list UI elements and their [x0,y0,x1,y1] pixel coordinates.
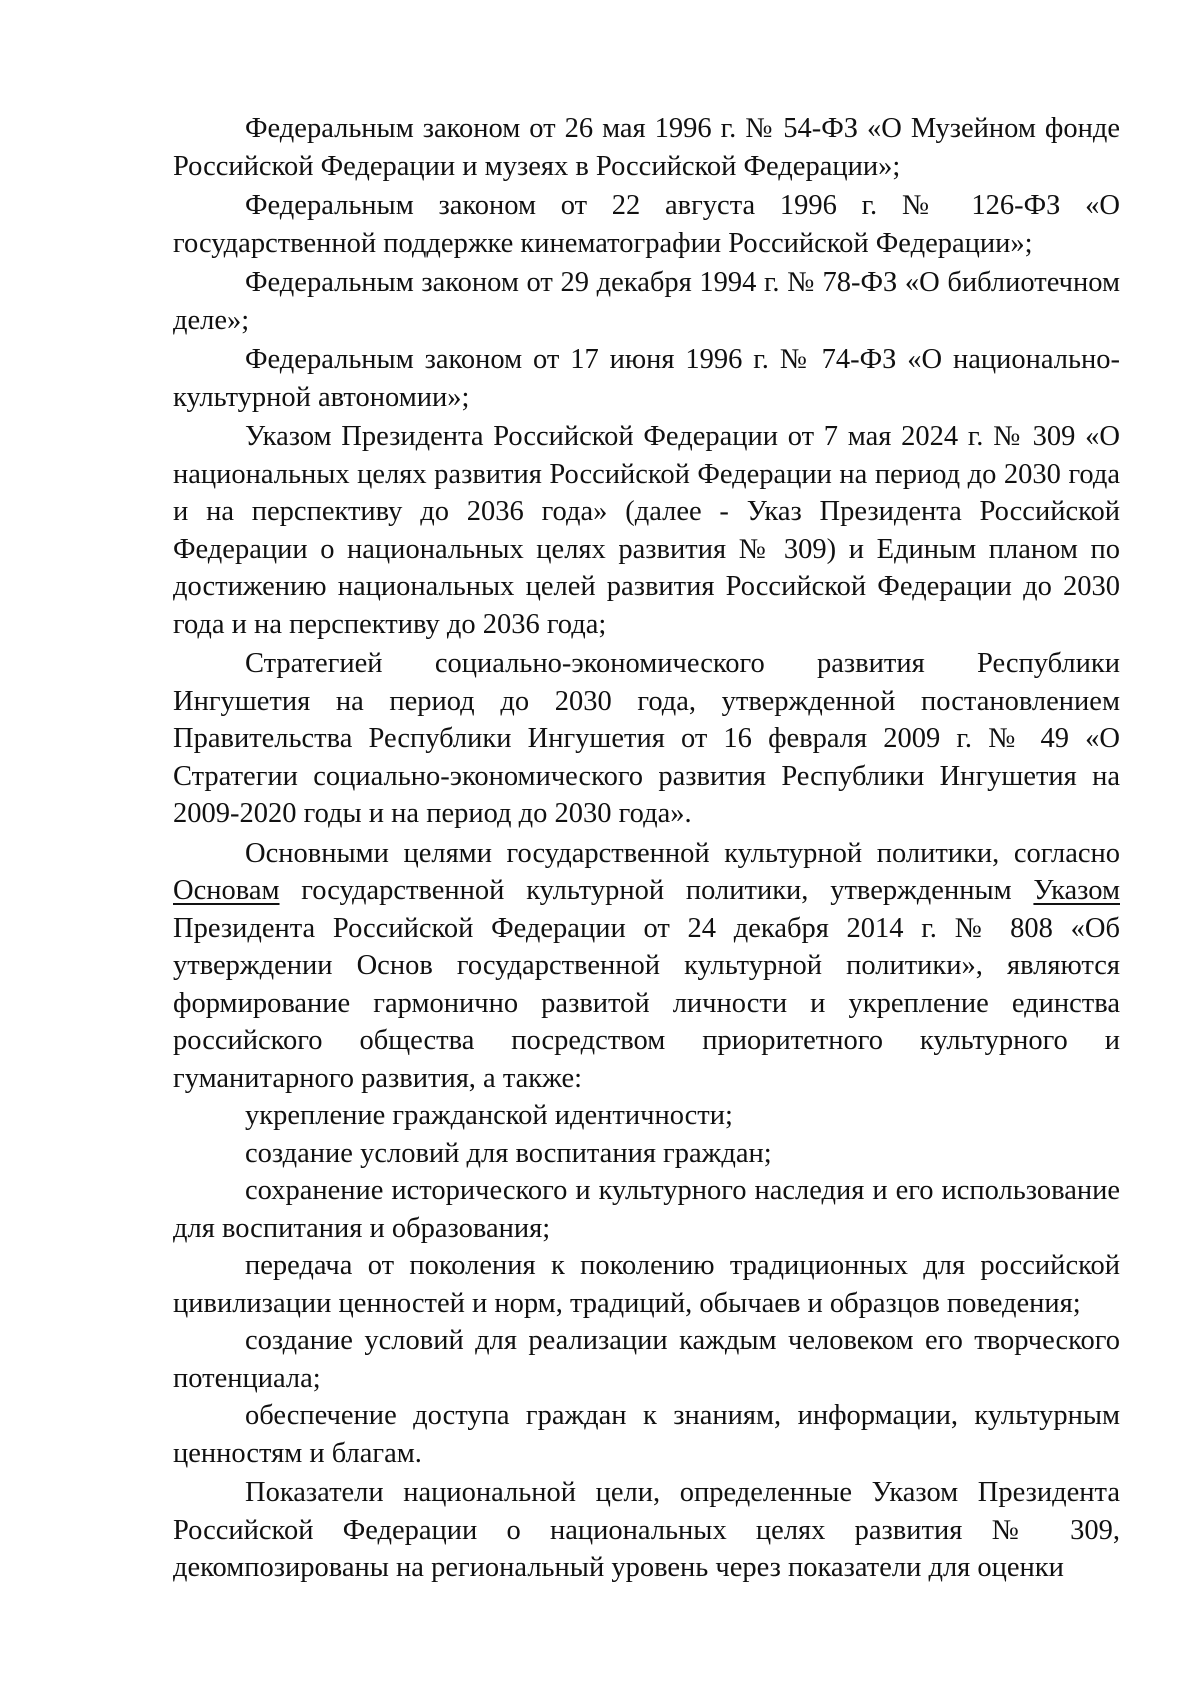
strategy-ingushetia: Стратегией социально-экономического развития Республики Ингушетия на период до 2030 года, утвержденной постановлением Правительства Республики Ингушетия от 16 февраля 2009 г. № 49 «О Стратегии социально-экономического развития Республики Ингушетия на 2009-2020 годы и на период до 2030 года». [173,648,1120,829]
goals-paragraph [173,835,1120,1098]
decree-national-goals: Указом Президента Российской Федерации от 7 мая 2024 г. № 309 «О национальных целях развития Российской Федерации на период до 2030 года и на перспективу до 2036 года» (далее - Указ Президента Российской Федерации о национальных целях развития № 309) и Единым планом по достижению национальных целей развития Российской Федерации до 2030 года и на перспективу до 2036 года; [173,421,1120,640]
law-museum-fund: Федеральным законом от 26 мая 1996 г. № 54-ФЗ «О Музейном фонде Российской Федерации и музеях в Российской Федерации»; [173,113,1120,182]
law-libraries: Федеральным законом от 29 декабря 1994 г. № 78-ФЗ «О библиотечном деле»; [173,267,1120,336]
law-cinematography: Федеральным законом от 22 августа 1996 г. № 126-ФЗ «О государственной поддержке кинематографии Российской Федерации»; [173,190,1120,259]
goal-item: укрепление гражданской идентичности; [245,1100,733,1131]
ukaz-link[interactable]: Указом [1033,875,1120,906]
goal-item: передача от поколения к поколению традиционных для российской цивилизации ценностей и норм, традиций, обычаев и образцов поведения; [173,1250,1120,1319]
goal-item: создание условий для воспитания граждан; [245,1137,772,1169]
osnovy-link[interactable]: Основам [173,875,280,906]
document-page [173,110,1120,1587]
goal-item: сохранение исторического и культурного наследия и его использование для воспитания и образования; [173,1175,1120,1244]
goals-text-part3: Президента Российской Федерации от 24 декабря 2014 г. № 808 «Об утверждении Основ государственной культурной политики», являются формирование гармонично развитой личности и укрепление единства российского общества посредством приоритетного культурного и гуманитарного развития, а также: [173,912,1120,1094]
goal-item: создание условий для реализации каждым человеком его творческого потенциала; [173,1325,1120,1394]
indicators-paragraph: Показатели национальной цели, определенные Указом Президента Российской Федерации о национальных целях развития № 309, декомпозированы на региональный уровень через показатели для оценки [173,1477,1120,1583]
goals-text-part1: Основными целями государственной культурной политики, согласно [245,837,1120,869]
law-national-cultural-autonomy: Федеральным законом от 17 июня 1996 г. № 74-ФЗ «О национально-культурной автономии»; [173,344,1120,413]
goals-text-part2: государственной культурной политики, утвержденным [279,875,1034,906]
goal-item: обеспечение доступа граждан к знаниям, информации, культурным ценностям и благам. [173,1400,1120,1469]
